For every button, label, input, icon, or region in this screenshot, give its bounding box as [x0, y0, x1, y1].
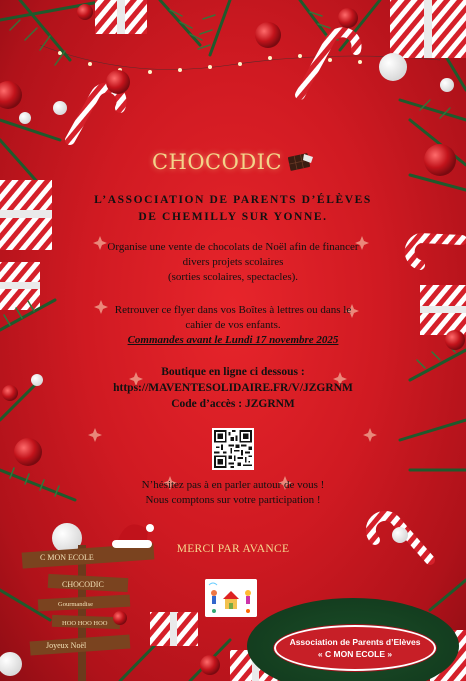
order-deadline: Commandes avant le Lundi 17 novembre 2025: [127, 334, 339, 346]
retrieve-line-2: cahier de vos enfants.: [185, 319, 281, 331]
flyer-body: [70, 150, 396, 508]
intro-line-2: divers projets scolaires: [182, 256, 284, 268]
sign-gourmandise: Gourmandise: [58, 601, 94, 608]
intro-line-3: (sorties scolaires, spectacles).: [167, 271, 299, 283]
chocolate-bar-icon: [286, 151, 314, 173]
sign-c-mon-ecole: C MON ECOLE: [40, 553, 94, 562]
retrieve-paragraph: [70, 303, 396, 348]
share-paragraph: [70, 478, 396, 508]
association-heading: [70, 192, 396, 226]
online-shop-block: [70, 364, 396, 412]
badge-line-2: « C MON ECOLE »: [317, 649, 393, 659]
association-badge: [274, 625, 436, 671]
retrieve-line-1: Retrouver ce flyer dans vos Boîtes à lettres ou dans le: [114, 304, 352, 316]
shop-label: Boutique en ligne ci dessous :: [161, 366, 305, 378]
share-line-1: N’hésitez pas à en parler autour de vous !: [141, 479, 325, 491]
association-line-2: DE CHEMILLY SUR YONNE.: [138, 211, 328, 223]
intro-line-1: Organise une vente de chocolats de Noël afin de financer: [107, 241, 359, 253]
shop-url-link[interactable]: https://MAVENTESOLIDAIRE.FR/V/JZGRNM: [113, 382, 353, 394]
sign-joyeux-noel: Joyeux Noël: [46, 641, 87, 650]
title-row: [70, 150, 396, 174]
qr-code[interactable]: [212, 428, 254, 470]
badge-line-1: Association de Parents d’Elèves: [289, 637, 421, 647]
share-line-2: Nous comptons sur votre participation !: [145, 494, 321, 506]
intro-paragraph: [70, 240, 396, 285]
sign-chocodic: CHOCODIC: [62, 580, 104, 589]
thanks-message: MERCI PAR AVANCE: [176, 543, 290, 555]
access-code: Code d’accès : JZGRNM: [171, 398, 295, 410]
flyer-title: CHOCODIC: [151, 150, 283, 174]
sign-hoo: HOO HOO HOO: [62, 620, 108, 627]
children-drawing-logo: [205, 579, 257, 617]
association-line-1: L’ASSOCIATION DE PARENTS D’ÉLÈVES: [94, 194, 372, 206]
